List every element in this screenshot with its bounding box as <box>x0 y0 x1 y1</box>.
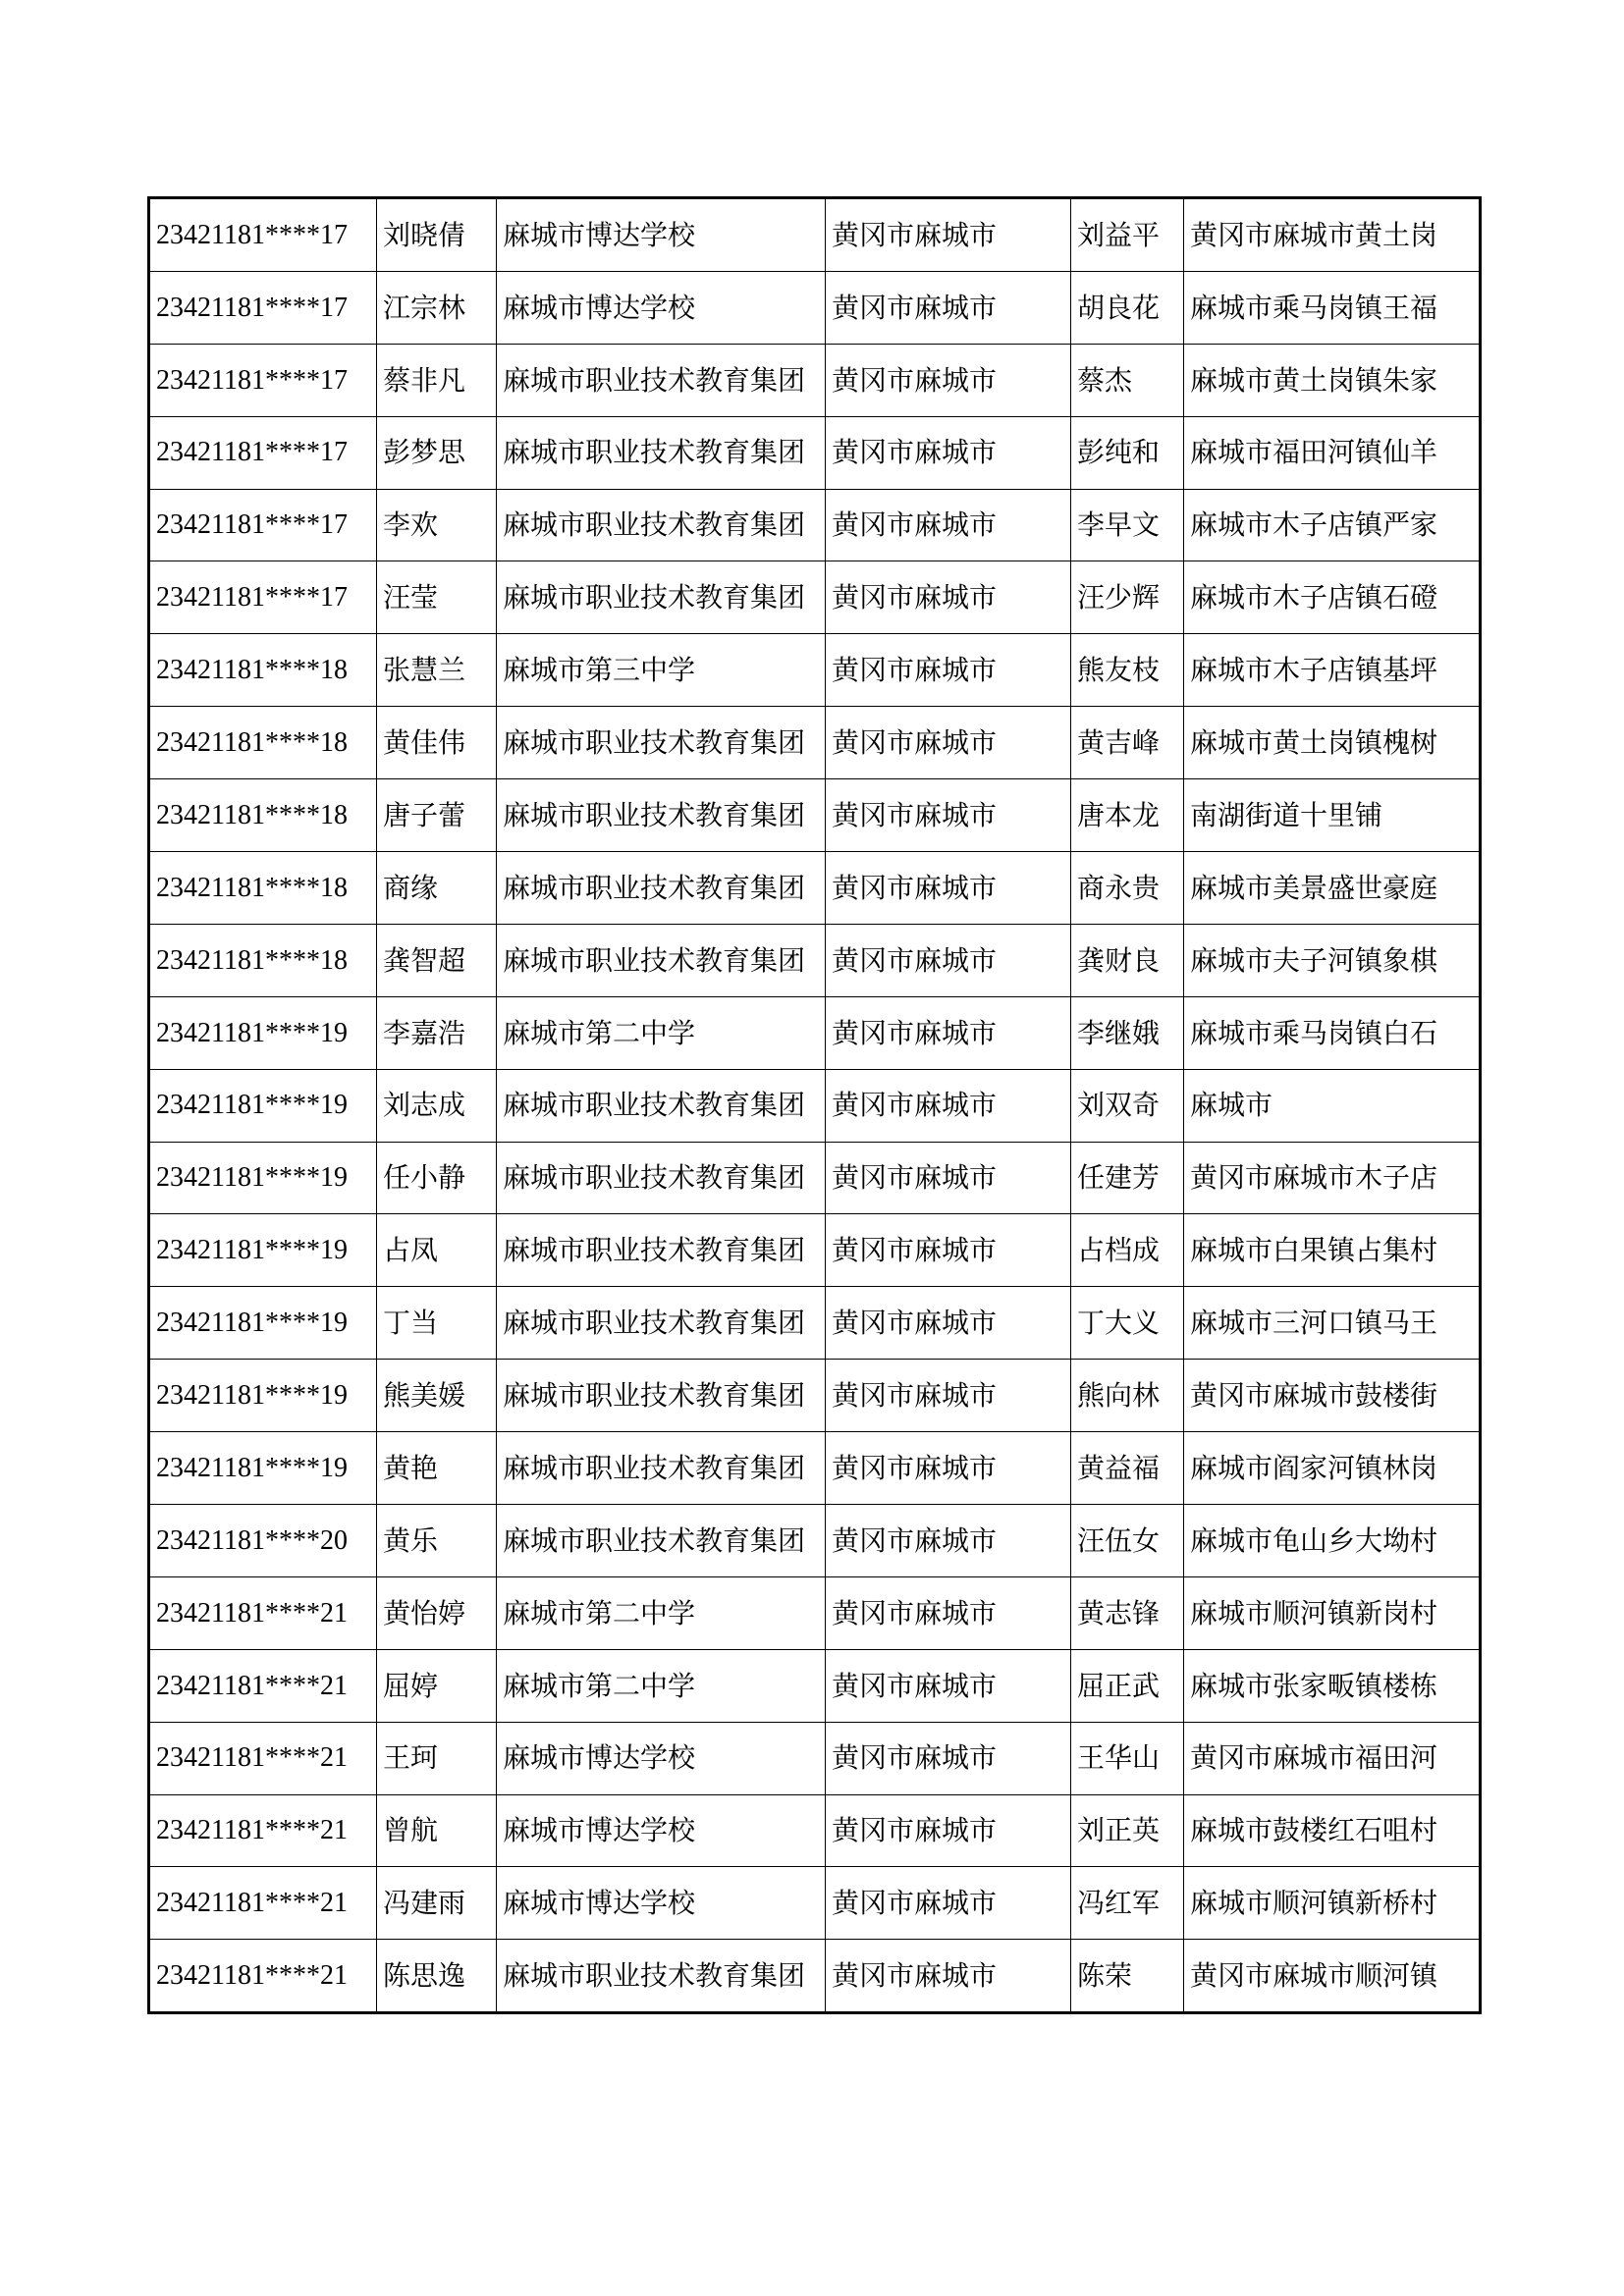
student-name-cell: 刘晓倩 <box>377 198 497 272</box>
student-name-cell: 张慧兰 <box>377 634 497 707</box>
id-number-cell: 23421181****20 <box>149 1505 377 1577</box>
address-cell: 麻城市鼓楼红石咀村 <box>1184 1794 1481 1867</box>
table-row <box>149 1069 1481 1142</box>
guardian-name-cell: 黄吉峰 <box>1071 707 1184 779</box>
table-row <box>149 779 1481 852</box>
table-row <box>149 1576 1481 1649</box>
school-cell: 麻城市职业技术教育集团 <box>497 1214 826 1287</box>
school-cell: 麻城市博达学校 <box>497 271 826 344</box>
table-row <box>149 344 1481 416</box>
table-row <box>149 198 1481 272</box>
address-cell: 麻城市阎家河镇林岗 <box>1184 1432 1481 1505</box>
school-cell: 麻城市博达学校 <box>497 198 826 272</box>
id-number-cell: 23421181****18 <box>149 779 377 852</box>
guardian-name-cell: 占档成 <box>1071 1214 1184 1287</box>
address-cell: 麻城市顺河镇新岗村 <box>1184 1576 1481 1649</box>
address-cell: 麻城市乘马岗镇白石 <box>1184 996 1481 1069</box>
address-cell: 麻城市龟山乡大坳村 <box>1184 1505 1481 1577</box>
address-cell: 黄冈市麻城市木子店 <box>1184 1142 1481 1214</box>
id-number-cell: 23421181****19 <box>149 1432 377 1505</box>
guardian-name-cell: 黄志锋 <box>1071 1576 1184 1649</box>
address-cell: 麻城市顺河镇新桥村 <box>1184 1867 1481 1940</box>
student-name-cell: 汪莹 <box>377 561 497 634</box>
guardian-name-cell: 陈荣 <box>1071 1940 1184 2013</box>
id-number-cell: 23421181****21 <box>149 1576 377 1649</box>
student-name-cell: 黄乐 <box>377 1505 497 1577</box>
id-number-cell: 23421181****21 <box>149 1794 377 1867</box>
address-cell: 麻城市福田河镇仙羊 <box>1184 416 1481 489</box>
id-number-cell: 23421181****19 <box>149 996 377 1069</box>
region-cell: 黄冈市麻城市 <box>826 1940 1071 2013</box>
region-cell: 黄冈市麻城市 <box>826 634 1071 707</box>
table-row <box>149 1940 1481 2013</box>
student-name-cell: 唐子蕾 <box>377 779 497 852</box>
guardian-name-cell: 黄益福 <box>1071 1432 1184 1505</box>
student-name-cell: 熊美媛 <box>377 1360 497 1432</box>
id-number-cell: 23421181****18 <box>149 634 377 707</box>
school-cell: 麻城市第二中学 <box>497 996 826 1069</box>
guardian-name-cell: 任建芳 <box>1071 1142 1184 1214</box>
id-number-cell: 23421181****18 <box>149 852 377 925</box>
id-number-cell: 23421181****19 <box>149 1287 377 1360</box>
id-number-cell: 23421181****19 <box>149 1069 377 1142</box>
guardian-name-cell: 冯红军 <box>1071 1867 1184 1940</box>
region-cell: 黄冈市麻城市 <box>826 1287 1071 1360</box>
guardian-name-cell: 李继娥 <box>1071 996 1184 1069</box>
region-cell: 黄冈市麻城市 <box>826 924 1071 996</box>
guardian-name-cell: 彭纯和 <box>1071 416 1184 489</box>
student-name-cell: 商缘 <box>377 852 497 925</box>
address-cell: 麻城市 <box>1184 1069 1481 1142</box>
address-cell: 麻城市夫子河镇象棋 <box>1184 924 1481 996</box>
region-cell: 黄冈市麻城市 <box>826 1142 1071 1214</box>
address-cell: 黄冈市麻城市顺河镇 <box>1184 1940 1481 2013</box>
guardian-name-cell: 熊向林 <box>1071 1360 1184 1432</box>
guardian-name-cell: 龚财良 <box>1071 924 1184 996</box>
guardian-name-cell: 胡良花 <box>1071 271 1184 344</box>
region-cell: 黄冈市麻城市 <box>826 561 1071 634</box>
student-name-cell: 王珂 <box>377 1722 497 1794</box>
roster-table-body <box>149 198 1481 2013</box>
school-cell: 麻城市第二中学 <box>497 1649 826 1722</box>
region-cell: 黄冈市麻城市 <box>826 489 1071 561</box>
region-cell: 黄冈市麻城市 <box>826 1722 1071 1794</box>
id-number-cell: 23421181****19 <box>149 1214 377 1287</box>
guardian-name-cell: 刘益平 <box>1071 198 1184 272</box>
table-row <box>149 1214 1481 1287</box>
student-name-cell: 李嘉浩 <box>377 996 497 1069</box>
table-row <box>149 1287 1481 1360</box>
guardian-name-cell: 汪伍女 <box>1071 1505 1184 1577</box>
address-cell: 麻城市木子店镇石磴 <box>1184 561 1481 634</box>
address-cell: 黄冈市麻城市福田河 <box>1184 1722 1481 1794</box>
region-cell: 黄冈市麻城市 <box>826 1432 1071 1505</box>
region-cell: 黄冈市麻城市 <box>826 416 1071 489</box>
address-cell: 麻城市黄土岗镇槐树 <box>1184 707 1481 779</box>
address-cell: 麻城市三河口镇马王 <box>1184 1287 1481 1360</box>
address-cell: 麻城市黄土岗镇朱家 <box>1184 344 1481 416</box>
id-number-cell: 23421181****17 <box>149 344 377 416</box>
region-cell: 黄冈市麻城市 <box>826 344 1071 416</box>
guardian-name-cell: 李早文 <box>1071 489 1184 561</box>
student-name-cell: 江宗林 <box>377 271 497 344</box>
id-number-cell: 23421181****21 <box>149 1722 377 1794</box>
table-row <box>149 271 1481 344</box>
table-row <box>149 634 1481 707</box>
student-name-cell: 任小静 <box>377 1142 497 1214</box>
table-row <box>149 1649 1481 1722</box>
region-cell: 黄冈市麻城市 <box>826 707 1071 779</box>
school-cell: 麻城市博达学校 <box>497 1722 826 1794</box>
school-cell: 麻城市博达学校 <box>497 1867 826 1940</box>
id-number-cell: 23421181****19 <box>149 1360 377 1432</box>
student-name-cell: 丁当 <box>377 1287 497 1360</box>
guardian-name-cell: 丁大义 <box>1071 1287 1184 1360</box>
region-cell: 黄冈市麻城市 <box>826 1794 1071 1867</box>
table-row <box>149 996 1481 1069</box>
guardian-name-cell: 商永贵 <box>1071 852 1184 925</box>
student-name-cell: 占凤 <box>377 1214 497 1287</box>
region-cell: 黄冈市麻城市 <box>826 271 1071 344</box>
table-row <box>149 707 1481 779</box>
table-row <box>149 852 1481 925</box>
region-cell: 黄冈市麻城市 <box>826 1505 1071 1577</box>
school-cell: 麻城市第三中学 <box>497 634 826 707</box>
school-cell: 麻城市博达学校 <box>497 1794 826 1867</box>
student-name-cell: 黄佳伟 <box>377 707 497 779</box>
guardian-name-cell: 王华山 <box>1071 1722 1184 1794</box>
region-cell: 黄冈市麻城市 <box>826 1214 1071 1287</box>
school-cell: 麻城市职业技术教育集团 <box>497 416 826 489</box>
id-number-cell: 23421181****17 <box>149 561 377 634</box>
table-row <box>149 1142 1481 1214</box>
guardian-name-cell: 刘正英 <box>1071 1794 1184 1867</box>
table-row <box>149 1360 1481 1432</box>
id-number-cell: 23421181****18 <box>149 924 377 996</box>
guardian-name-cell: 唐本龙 <box>1071 779 1184 852</box>
school-cell: 麻城市职业技术教育集团 <box>497 707 826 779</box>
school-cell: 麻城市职业技术教育集团 <box>497 1505 826 1577</box>
address-cell: 麻城市木子店镇严家 <box>1184 489 1481 561</box>
student-name-cell: 曾航 <box>377 1794 497 1867</box>
school-cell: 麻城市职业技术教育集团 <box>497 924 826 996</box>
school-cell: 麻城市职业技术教育集团 <box>497 489 826 561</box>
region-cell: 黄冈市麻城市 <box>826 779 1071 852</box>
school-cell: 麻城市职业技术教育集团 <box>497 852 826 925</box>
school-cell: 麻城市职业技术教育集团 <box>497 1142 826 1214</box>
student-name-cell: 屈婷 <box>377 1649 497 1722</box>
region-cell: 黄冈市麻城市 <box>826 1867 1071 1940</box>
guardian-name-cell: 蔡杰 <box>1071 344 1184 416</box>
address-cell: 黄冈市麻城市鼓楼街 <box>1184 1360 1481 1432</box>
school-cell: 麻城市第二中学 <box>497 1576 826 1649</box>
region-cell: 黄冈市麻城市 <box>826 996 1071 1069</box>
id-number-cell: 23421181****18 <box>149 707 377 779</box>
region-cell: 黄冈市麻城市 <box>826 1360 1071 1432</box>
id-number-cell: 23421181****21 <box>149 1940 377 2013</box>
table-row <box>149 1867 1481 1940</box>
id-number-cell: 23421181****17 <box>149 416 377 489</box>
school-cell: 麻城市职业技术教育集团 <box>497 1287 826 1360</box>
student-name-cell: 黄怡婷 <box>377 1576 497 1649</box>
id-number-cell: 23421181****21 <box>149 1649 377 1722</box>
school-cell: 麻城市职业技术教育集团 <box>497 344 826 416</box>
table-row <box>149 924 1481 996</box>
guardian-name-cell: 熊友枝 <box>1071 634 1184 707</box>
region-cell: 黄冈市麻城市 <box>826 1649 1071 1722</box>
address-cell: 麻城市木子店镇基坪 <box>1184 634 1481 707</box>
student-name-cell: 蔡非凡 <box>377 344 497 416</box>
id-number-cell: 23421181****17 <box>149 198 377 272</box>
table-row <box>149 561 1481 634</box>
table-row <box>149 1794 1481 1867</box>
student-roster-table <box>147 196 1482 2014</box>
school-cell: 麻城市职业技术教育集团 <box>497 1360 826 1432</box>
guardian-name-cell: 刘双奇 <box>1071 1069 1184 1142</box>
table-row <box>149 1505 1481 1577</box>
id-number-cell: 23421181****21 <box>149 1867 377 1940</box>
school-cell: 麻城市职业技术教育集团 <box>497 779 826 852</box>
table-row <box>149 489 1481 561</box>
student-name-cell: 陈思逸 <box>377 1940 497 2013</box>
student-name-cell: 龚智超 <box>377 924 497 996</box>
school-cell: 麻城市职业技术教育集团 <box>497 1432 826 1505</box>
student-name-cell: 冯建雨 <box>377 1867 497 1940</box>
guardian-name-cell: 汪少辉 <box>1071 561 1184 634</box>
id-number-cell: 23421181****17 <box>149 271 377 344</box>
school-cell: 麻城市职业技术教育集团 <box>497 1069 826 1142</box>
table-row <box>149 1722 1481 1794</box>
school-cell: 麻城市职业技术教育集团 <box>497 561 826 634</box>
address-cell: 南湖街道十里铺 <box>1184 779 1481 852</box>
school-cell: 麻城市职业技术教育集团 <box>497 1940 826 2013</box>
student-name-cell: 李欢 <box>377 489 497 561</box>
guardian-name-cell: 屈正武 <box>1071 1649 1184 1722</box>
table-row <box>149 1432 1481 1505</box>
address-cell: 麻城市张家畈镇楼栋 <box>1184 1649 1481 1722</box>
region-cell: 黄冈市麻城市 <box>826 852 1071 925</box>
student-name-cell: 黄艳 <box>377 1432 497 1505</box>
region-cell: 黄冈市麻城市 <box>826 1576 1071 1649</box>
region-cell: 黄冈市麻城市 <box>826 1069 1071 1142</box>
region-cell: 黄冈市麻城市 <box>826 198 1071 272</box>
address-cell: 黄冈市麻城市黄土岗 <box>1184 198 1481 272</box>
address-cell: 麻城市乘马岗镇王福 <box>1184 271 1481 344</box>
address-cell: 麻城市白果镇占集村 <box>1184 1214 1481 1287</box>
id-number-cell: 23421181****17 <box>149 489 377 561</box>
student-name-cell: 彭梦思 <box>377 416 497 489</box>
address-cell: 麻城市美景盛世豪庭 <box>1184 852 1481 925</box>
student-name-cell: 刘志成 <box>377 1069 497 1142</box>
table-row <box>149 416 1481 489</box>
id-number-cell: 23421181****19 <box>149 1142 377 1214</box>
